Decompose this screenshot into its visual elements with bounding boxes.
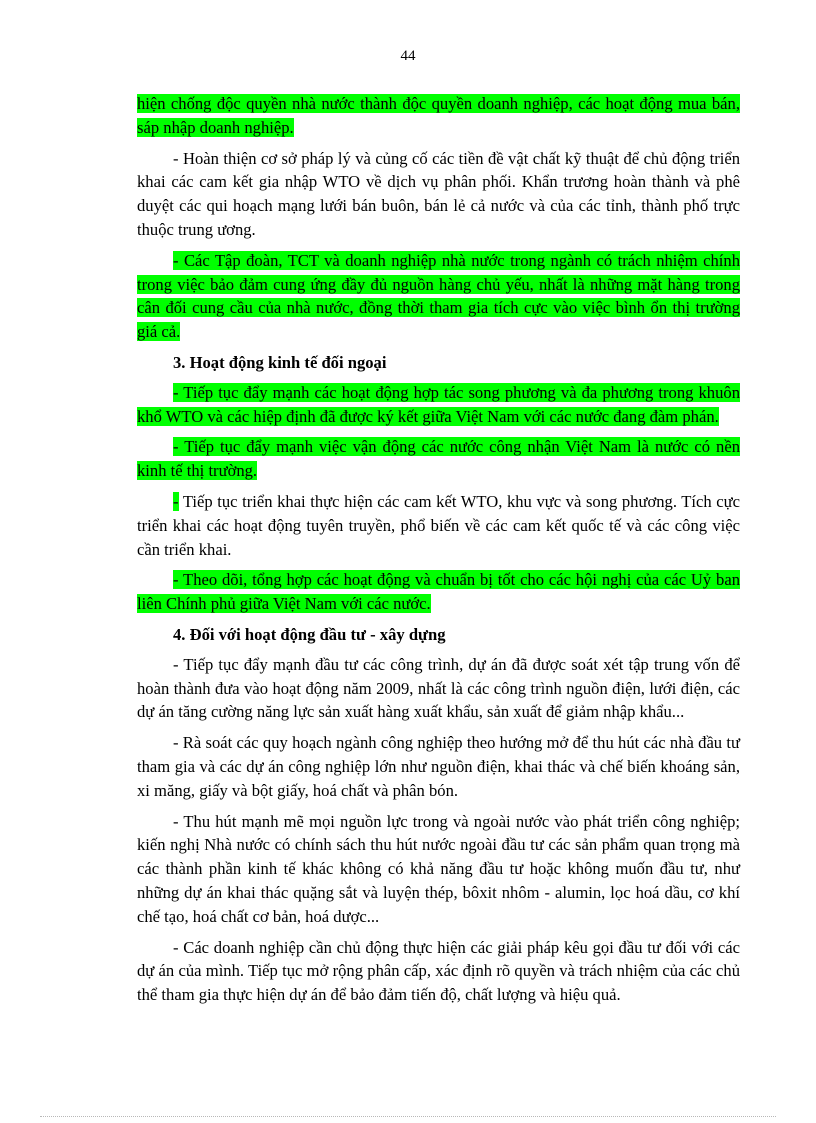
paragraph-text: Tiếp tục triển khai thực hiện các cam kết WTO, khu vực và song phương. Tích cực triển khai các hoạt động tuyên truyền, phổ biến về các cam kết quốc tế và các công việc cần triển khai.	[137, 491, 740, 559]
highlighted-text: - Các Tập đoàn, TCT và doanh nghiệp nhà nước trong ngành có trách nhiệm chính trong việc bảo đảm cung ứng đầy đủ nguồn hàng chủ yếu, nhất là những mặt hàng trong cân đối cung cầu của nhà nước, đồng thời tham gia tích cực vào việc bình ổn thị trường giá cả.	[137, 250, 740, 342]
paragraph-state-enterprises	[137, 249, 740, 344]
highlighted-text: - Tiếp tục đẩy mạnh việc vận động các nước công nhận Việt Nam là nước có nền kinh tế thị trường.	[137, 437, 740, 481]
document-body	[137, 92, 740, 1014]
paragraph-market-economy	[137, 435, 740, 483]
paragraph-antimonopoly	[137, 92, 740, 140]
paragraph-cooperation	[137, 381, 740, 429]
paragraph-resource-attraction: - Thu hút mạnh mẽ mọi nguồn lực trong và ngoài nước vào phát triển công nghiệp; kiến nghị Nhà nước có chính sách thu hút nước ngoài đầu tư các sản phẩm quan trọng mà các thành phần kinh tế khác không có khả năng đầu tư hoặc không muốn đầu tư, như những dự án khai thác quặng sắt và luyện thép, bôxit nhôm - alumin, lọc hoá dầu, cơ khí chế tạo, hoá chất cơ bản, hoá dược...	[137, 811, 740, 926]
highlighted-text: hiện chống độc quyền nhà nước thành độc quyền doanh nghiệp, các hoạt động mua bán, sáp nhập doanh nghiệp.	[137, 94, 740, 137]
highlighted-text: - Theo dõi, tổng hợp các hoạt động và chuẩn bị tốt cho các hội nghị của các Uỷ ban liên Chính phủ giữa Việt Nam với các nước.	[137, 570, 740, 614]
section-heading-foreign-economic: 3. Hoạt động kinh tế đối ngoại	[173, 352, 387, 372]
paragraph-enterprise-solutions: - Các doanh nghiệp cần chủ động thực hiện các giải pháp kêu gọi đầu tư đối với các dự án của mình. Tiếp tục mở rộng phân cấp, xác định rõ quyền và trách nhiệm của các chủ thể tham gia thực hiện dự án để bảo đảm tiến độ, chất lượng và hiệu quả.	[137, 937, 740, 1005]
highlighted-dash: -	[173, 491, 179, 511]
paragraph-intergovernmental	[137, 568, 740, 616]
page-bottom-rule	[40, 1116, 776, 1117]
highlighted-text: - Tiếp tục đẩy mạnh các hoạt động hợp tác song phương và đa phương trong khuôn khổ WTO và các hiệp định đã được ký kết giữa Việt Nam với các nước đang đàm phán.	[137, 382, 740, 426]
paragraph-investment-projects: - Tiếp tục đẩy mạnh đầu tư các công trình, dự án đã được soát xét tập trung vốn để hoàn thành đưa vào hoạt động năm 2009, nhất là các công trình nguồn điện, lưới điện, các dự án tăng cường năng lực sản xuất hàng xuất khẩu, sản xuất để giảm nhập khẩu...	[137, 654, 740, 722]
paragraph-wto-commitments	[137, 490, 740, 561]
paragraph-industry-planning: - Rà soát các quy hoạch ngành công nghiệp theo hướng mở để thu hút các nhà đầu tư tham gia và các dự án công nghiệp lớn như nguồn điện, khai thác và chế biến khoáng sản, xi măng, giấy và bột giấy, hoá chất và phân bón.	[137, 733, 740, 800]
section-heading-investment: 4. Đối với hoạt động đầu tư - xây dựng	[173, 624, 446, 644]
paragraph-legal-basis: - Hoàn thiện cơ sở pháp lý và củng cố các tiền đề vật chất kỹ thuật để chủ động triển khai các cam kết gia nhập WTO về dịch vụ phân phối. Khẩn trương hoàn thành và phê duyệt các qui hoạch mạng lưới bán buôn, bán lẻ cả nước và của các tỉnh, thành phố trực thuộc trung ương.	[137, 148, 740, 239]
page-number: 44	[400, 48, 416, 64]
